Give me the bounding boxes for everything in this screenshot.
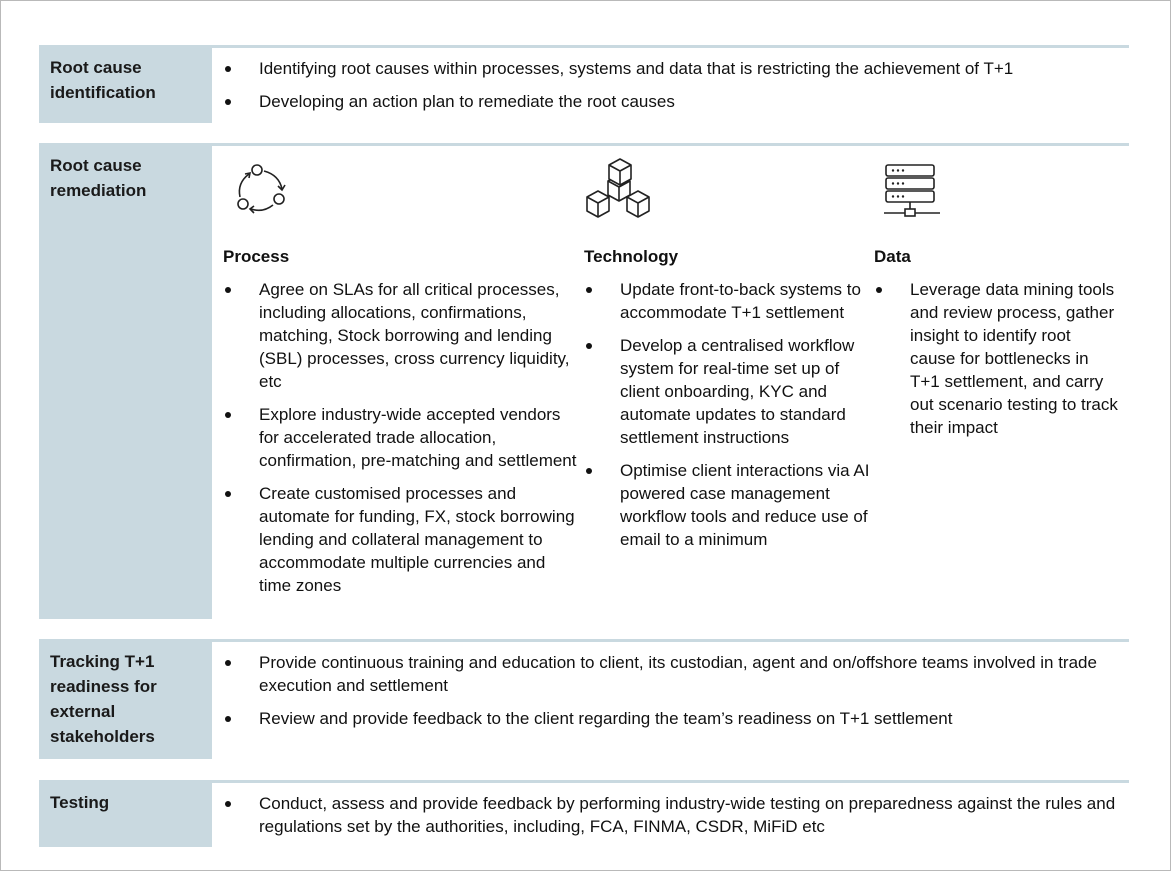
column-title: Process xyxy=(223,247,290,266)
bullet-list xyxy=(874,278,1119,439)
technology-column xyxy=(584,157,874,561)
column-title: Data xyxy=(874,247,911,266)
section-label: Root cause identification xyxy=(50,58,156,102)
list-item: Identifying root causes within processes, systems and data that is restricting the achievement of T+1 xyxy=(223,57,1119,80)
list-item: Developing an action plan to remediate the root causes xyxy=(223,90,1119,113)
section-rule xyxy=(212,639,1129,642)
data-column xyxy=(874,157,1119,449)
list-item: Create customised processes and automate for funding, FX, stock borrowing lending and collateral management to accommodate multiple currencies and time zones xyxy=(223,482,578,597)
bullet-list xyxy=(223,651,1119,730)
section-label-cell xyxy=(39,143,212,619)
section-label: Root cause remediation xyxy=(50,156,147,200)
section-content xyxy=(223,57,1119,123)
bullet-list xyxy=(584,278,874,551)
list-item: Agree on SLAs for all critical processes, including allocations, confirmations, matching, Stock borrowing and lending (SBL) processes, cross currency liquidity, etc xyxy=(223,278,578,393)
section-label: Tracking T+1 readiness for external stakeholders xyxy=(50,652,157,746)
bullet-list xyxy=(223,278,578,597)
bullet-list xyxy=(223,57,1119,113)
cycle-arrows-icon xyxy=(223,157,293,221)
server-network-icon xyxy=(874,157,944,221)
stacked-cubes-icon xyxy=(584,157,654,221)
list-item: Update front-to-back systems to accommodate T+1 settlement xyxy=(584,278,874,324)
section-label: Testing xyxy=(50,793,110,812)
section-content xyxy=(223,651,1119,740)
section-tracking-readiness xyxy=(39,639,1129,759)
list-item: Develop a centralised workflow system for real-time set up of client onboarding, KYC and automate updates to standard settlement instructions xyxy=(584,334,874,449)
section-label-cell xyxy=(39,780,212,847)
bullet-list xyxy=(223,792,1119,838)
section-label-cell xyxy=(39,45,212,123)
section-root-cause-remediation xyxy=(39,143,1129,619)
section-rule xyxy=(212,45,1129,48)
section-label-cell xyxy=(39,639,212,759)
list-item: Leverage data mining tools and review process, gather insight to identify root cause for bottlenecks in T+1 settlement, and carry out scenario testing to track their impact xyxy=(874,278,1119,439)
section-testing xyxy=(39,780,1129,847)
section-root-cause-identification xyxy=(39,45,1129,123)
list-item: Provide continuous training and education to client, its custodian, agent and on/offshore teams involved in trade execution and settlement xyxy=(223,651,1119,697)
list-item: Review and provide feedback to the client regarding the team’s readiness on T+1 settlement xyxy=(223,707,1119,730)
process-column xyxy=(223,157,578,607)
column-title: Technology xyxy=(584,247,679,266)
list-item: Explore industry-wide accepted vendors for accelerated trade allocation, confirmation, pre-matching and settlement xyxy=(223,403,578,472)
section-rule xyxy=(212,780,1129,783)
section-content xyxy=(223,792,1119,848)
list-item: Conduct, assess and provide feedback by performing industry-wide testing on preparedness against the rules and regulations set by the authorities, including, FCA, FINMA, CSDR, MiFiD etc xyxy=(223,792,1119,838)
section-rule xyxy=(212,143,1129,146)
list-item: Optimise client interactions via AI powered case management workflow tools and reduce use of email to a minimum xyxy=(584,459,874,551)
